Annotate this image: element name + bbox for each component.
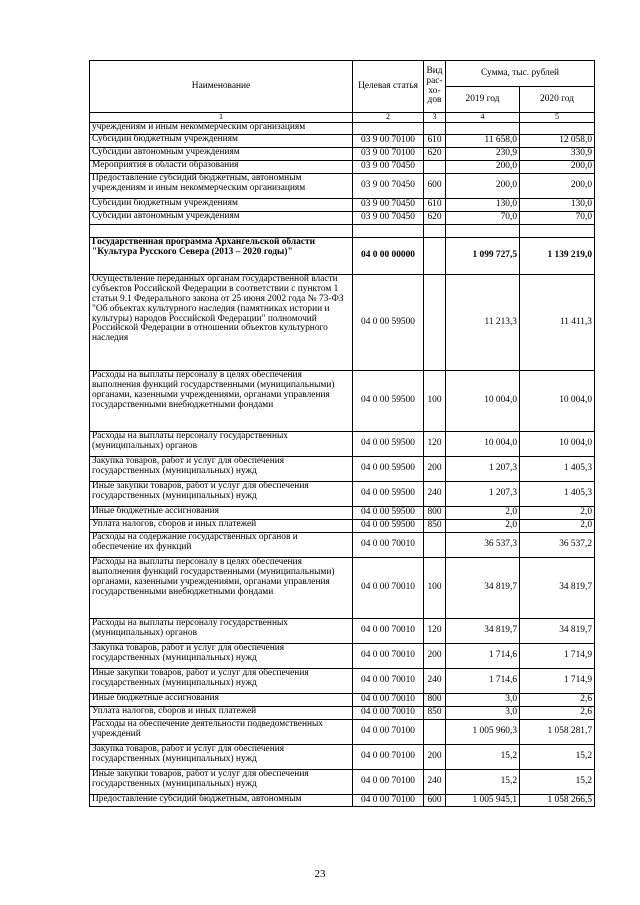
row-name: Осуществление переданных органам государственной власти субъектов Российской Федерации в соответствии с пунктом 1 статьи 9.1 Федерального закона от 25 июня 2002 года № 73-ФЗ "Об объектах культурного наследия (памятниках истории и культуры) народов Российской Федерации" полномочий Российской Федерации в отношении объектов культурного наследия xyxy=(90,275,353,371)
row-value-2020: 10 004,0 xyxy=(520,371,595,432)
row-value-2020: 34 819,7 xyxy=(520,558,595,619)
row-expense-type: 120 xyxy=(424,619,446,644)
row-expense-type: 200 xyxy=(424,457,446,482)
table-row xyxy=(90,123,595,135)
table-row xyxy=(90,644,595,669)
row-target-code xyxy=(353,225,424,238)
row-value-2020: 130,0 xyxy=(520,199,595,212)
row-expense-type: 800 xyxy=(424,507,446,520)
row-value-2020: 10 004,0 xyxy=(520,432,595,457)
table-body xyxy=(90,123,595,807)
row-name: Закупка товаров, работ и услуг для обеспечения государственных (муниципальных) нужд xyxy=(90,644,353,669)
row-target-code: 04 0 00 70010 xyxy=(353,669,424,694)
row-value-2020: 200,0 xyxy=(520,161,595,174)
row-expense-type xyxy=(424,238,446,275)
row-name: Расходы на выплаты персоналу в целях обеспечения выполнения функций государственными (муниципальными) органами, казенными учреждениями, органами управления государственными внебюджетными фондами xyxy=(90,558,353,619)
row-value-2019: 34 819,7 xyxy=(446,619,520,644)
table-row xyxy=(90,770,595,795)
row-name: Субсидии автономным учреждениям xyxy=(90,212,353,225)
page-number: 23 xyxy=(314,868,326,880)
row-name: Иные бюджетные ассигнования xyxy=(90,694,353,707)
row-target-code: 04 0 00 59500 xyxy=(353,520,424,533)
row-name: Субсидии бюджетным учреждениям xyxy=(90,199,353,212)
table-row xyxy=(90,148,595,161)
row-target-code: 03 9 00 70100 xyxy=(353,148,424,161)
row-expense-type: 600 xyxy=(424,795,446,807)
row-name: Расходы на обеспечение деятельности подведомственных учреждений xyxy=(90,720,353,745)
row-value-2019: 230,9 xyxy=(446,148,520,161)
row-value-2020: 15,2 xyxy=(520,745,595,770)
row-value-2019: 200,0 xyxy=(446,161,520,174)
row-expense-type: 100 xyxy=(424,371,446,432)
row-value-2019: 15,2 xyxy=(446,745,520,770)
table-row xyxy=(90,199,595,212)
row-target-code: 04 0 00 70010 xyxy=(353,694,424,707)
table-row xyxy=(90,507,595,520)
row-name: Предоставление субсидий бюджетным, автономным учреждениям и иным некоммерческим организациям xyxy=(90,174,353,199)
row-name: Субсидии автономным учреждениям xyxy=(90,148,353,161)
row-name xyxy=(90,225,353,238)
row-value-2019: 10 004,0 xyxy=(446,371,520,432)
table-row xyxy=(90,707,595,720)
row-expense-type: 120 xyxy=(424,432,446,457)
row-value-2020: 2,6 xyxy=(520,707,595,720)
table-row xyxy=(90,619,595,644)
row-value-2020: 2,0 xyxy=(520,520,595,533)
header-name: Наименование xyxy=(90,61,353,113)
row-target-code: 04 0 00 59500 xyxy=(353,457,424,482)
row-value-2020: 1 139 219,0 xyxy=(520,238,595,275)
row-value-2020: 1 405,3 xyxy=(520,482,595,507)
row-expense-type: 850 xyxy=(424,520,446,533)
row-value-2019 xyxy=(446,225,520,238)
row-value-2020 xyxy=(520,225,595,238)
row-target-code: 03 9 00 70450 xyxy=(353,199,424,212)
row-expense-type: 200 xyxy=(424,745,446,770)
row-value-2020: 1 714,9 xyxy=(520,669,595,694)
table-row xyxy=(90,558,595,619)
table-row xyxy=(90,238,595,275)
row-expense-type: 610 xyxy=(424,199,446,212)
row-value-2019: 3,0 xyxy=(446,707,520,720)
row-expense-type: 600 xyxy=(424,174,446,199)
row-target-code: 04 0 00 59500 xyxy=(353,482,424,507)
header-vid: Вид рас- хо- дов xyxy=(424,61,446,113)
row-target-code xyxy=(353,123,424,135)
table-row xyxy=(90,371,595,432)
row-value-2019: 11 658,0 xyxy=(446,135,520,148)
row-expense-type: 240 xyxy=(424,669,446,694)
table-row xyxy=(90,135,595,148)
row-value-2020: 36 537,2 xyxy=(520,533,595,558)
row-target-code: 04 0 00 70010 xyxy=(353,619,424,644)
row-value-2019: 34 819,7 xyxy=(446,558,520,619)
row-value-2019: 1 207,3 xyxy=(446,457,520,482)
row-value-2019: 11 213,3 xyxy=(446,275,520,371)
row-target-code: 04 0 00 70100 xyxy=(353,795,424,807)
row-expense-type: 200 xyxy=(424,644,446,669)
row-target-code: 04 0 00 59500 xyxy=(353,432,424,457)
row-value-2019: 2,0 xyxy=(446,507,520,520)
table-row xyxy=(90,457,595,482)
row-value-2020: 2,0 xyxy=(520,507,595,520)
row-expense-type xyxy=(424,123,446,135)
row-target-code: 04 0 00 70010 xyxy=(353,707,424,720)
header-index: 1 xyxy=(90,113,353,123)
row-name: Расходы на выплаты персоналу в целях обеспечения выполнения функций государственными (муниципальными) органами, казенными учреждениями, органами управления государственными внебюджетными фондами xyxy=(90,371,353,432)
row-target-code: 04 0 00 59500 xyxy=(353,371,424,432)
row-expense-type xyxy=(424,720,446,745)
row-name: Закупка товаров, работ и услуг для обеспечения государственных (муниципальных) нужд xyxy=(90,457,353,482)
row-value-2019: 1 099 727,5 xyxy=(446,238,520,275)
table-row xyxy=(90,520,595,533)
row-name: Расходы на содержание государственных органов и обеспечение их функций xyxy=(90,533,353,558)
table-row xyxy=(90,174,595,199)
row-target-code: 04 0 00 70010 xyxy=(353,558,424,619)
row-name: Расходы на выплаты персоналу государственных (муниципальных) органов xyxy=(90,432,353,457)
row-name: Субсидии бюджетным учреждениям xyxy=(90,135,353,148)
header-index: 3 xyxy=(424,113,446,123)
row-value-2019: 15,2 xyxy=(446,770,520,795)
header-index: 2 xyxy=(353,113,424,123)
row-value-2020: 12 058,0 xyxy=(520,135,595,148)
row-expense-type: 610 xyxy=(424,135,446,148)
row-value-2020: 1 058 266,5 xyxy=(520,795,595,807)
row-value-2019: 200,0 xyxy=(446,174,520,199)
row-target-code: 03 9 00 70450 xyxy=(353,174,424,199)
row-value-2020: 1 058 281,7 xyxy=(520,720,595,745)
table-row xyxy=(90,720,595,745)
row-value-2019 xyxy=(446,123,520,135)
row-name: Предоставление субсидий бюджетным, автономным xyxy=(90,795,353,807)
table-row xyxy=(90,275,595,371)
row-value-2019: 1 714,6 xyxy=(446,644,520,669)
row-value-2019: 2,0 xyxy=(446,520,520,533)
row-expense-type: 620 xyxy=(424,148,446,161)
row-value-2019: 1 005 945,1 xyxy=(446,795,520,807)
row-expense-type xyxy=(424,225,446,238)
row-expense-type xyxy=(424,275,446,371)
row-name: Иные бюджетные ассигнования xyxy=(90,507,353,520)
table-row xyxy=(90,212,595,225)
row-expense-type: 800 xyxy=(424,694,446,707)
row-target-code: 04 0 00 70100 xyxy=(353,770,424,795)
row-name: Уплата налогов, сборов и иных платежей xyxy=(90,707,353,720)
row-expense-type: 850 xyxy=(424,707,446,720)
row-value-2020: 1 405,3 xyxy=(520,457,595,482)
table-row xyxy=(90,161,595,174)
row-target-code: 04 0 00 70010 xyxy=(353,533,424,558)
row-value-2019: 1 207,3 xyxy=(446,482,520,507)
row-expense-type xyxy=(424,161,446,174)
row-expense-type: 240 xyxy=(424,770,446,795)
header-index: 4 xyxy=(446,113,520,123)
row-name: Уплата налогов, сборов и иных платежей xyxy=(90,520,353,533)
row-target-code: 04 0 00 00000 xyxy=(353,238,424,275)
header-year-2019: 2019 год xyxy=(446,87,520,113)
row-name: Государственная программа Архангельской области "Культура Русского Севера (2013 – 2020 годы)" xyxy=(90,238,353,275)
row-name: учреждениям и иным некоммерческим организациям xyxy=(90,123,353,135)
row-target-code: 04 0 00 59500 xyxy=(353,275,424,371)
row-target-code: 03 9 00 70450 xyxy=(353,161,424,174)
row-expense-type xyxy=(424,533,446,558)
row-value-2019: 1 714,6 xyxy=(446,669,520,694)
row-expense-type: 240 xyxy=(424,482,446,507)
table-row xyxy=(90,669,595,694)
row-value-2019: 1 005 960,3 xyxy=(446,720,520,745)
row-value-2020 xyxy=(520,123,595,135)
row-name: Мероприятия в области образования xyxy=(90,161,353,174)
row-value-2020: 11 411,3 xyxy=(520,275,595,371)
table-row xyxy=(90,482,595,507)
table-row xyxy=(90,795,595,807)
row-value-2020: 34 819,7 xyxy=(520,619,595,644)
row-value-2020: 200,0 xyxy=(520,174,595,199)
row-target-code: 03 9 00 70100 xyxy=(353,135,424,148)
row-target-code: 03 9 00 70450 xyxy=(353,212,424,225)
row-name: Иные закупки товаров, работ и услуг для обеспечения государственных (муниципальных) нужд xyxy=(90,482,353,507)
budget-table xyxy=(89,60,595,807)
row-expense-type: 620 xyxy=(424,212,446,225)
row-value-2019: 10 004,0 xyxy=(446,432,520,457)
row-name: Закупка товаров, работ и услуг для обеспечения государственных (муниципальных) нужд xyxy=(90,745,353,770)
row-target-code: 04 0 00 70100 xyxy=(353,720,424,745)
row-target-code: 04 0 00 70100 xyxy=(353,745,424,770)
row-name: Расходы на выплаты персоналу государственных (муниципальных) органов xyxy=(90,619,353,644)
row-name: Иные закупки товаров, работ и услуг для обеспечения государственных (муниципальных) нужд xyxy=(90,669,353,694)
row-value-2020: 330,9 xyxy=(520,148,595,161)
row-value-2020: 70,0 xyxy=(520,212,595,225)
row-expense-type: 100 xyxy=(424,558,446,619)
row-value-2019: 3,0 xyxy=(446,694,520,707)
row-value-2020: 1 714,9 xyxy=(520,644,595,669)
row-value-2019: 36 537,3 xyxy=(446,533,520,558)
header-year-2020: 2020 год xyxy=(520,87,595,113)
table-row xyxy=(90,225,595,238)
table-row xyxy=(90,432,595,457)
row-value-2019: 130,0 xyxy=(446,199,520,212)
header-code: Целевая статья xyxy=(353,61,424,113)
header-index: 5 xyxy=(520,113,595,123)
row-value-2020: 2,6 xyxy=(520,694,595,707)
table-row xyxy=(90,694,595,707)
header-sum: Сумма, тыс. рублей xyxy=(446,61,595,87)
table-row xyxy=(90,533,595,558)
row-target-code: 04 0 00 70010 xyxy=(353,644,424,669)
row-target-code: 04 0 00 59500 xyxy=(353,507,424,520)
row-name: Иные закупки товаров, работ и услуг для обеспечения государственных (муниципальных) нужд xyxy=(90,770,353,795)
row-value-2019: 70,0 xyxy=(446,212,520,225)
table-row xyxy=(90,745,595,770)
row-value-2020: 15,2 xyxy=(520,770,595,795)
